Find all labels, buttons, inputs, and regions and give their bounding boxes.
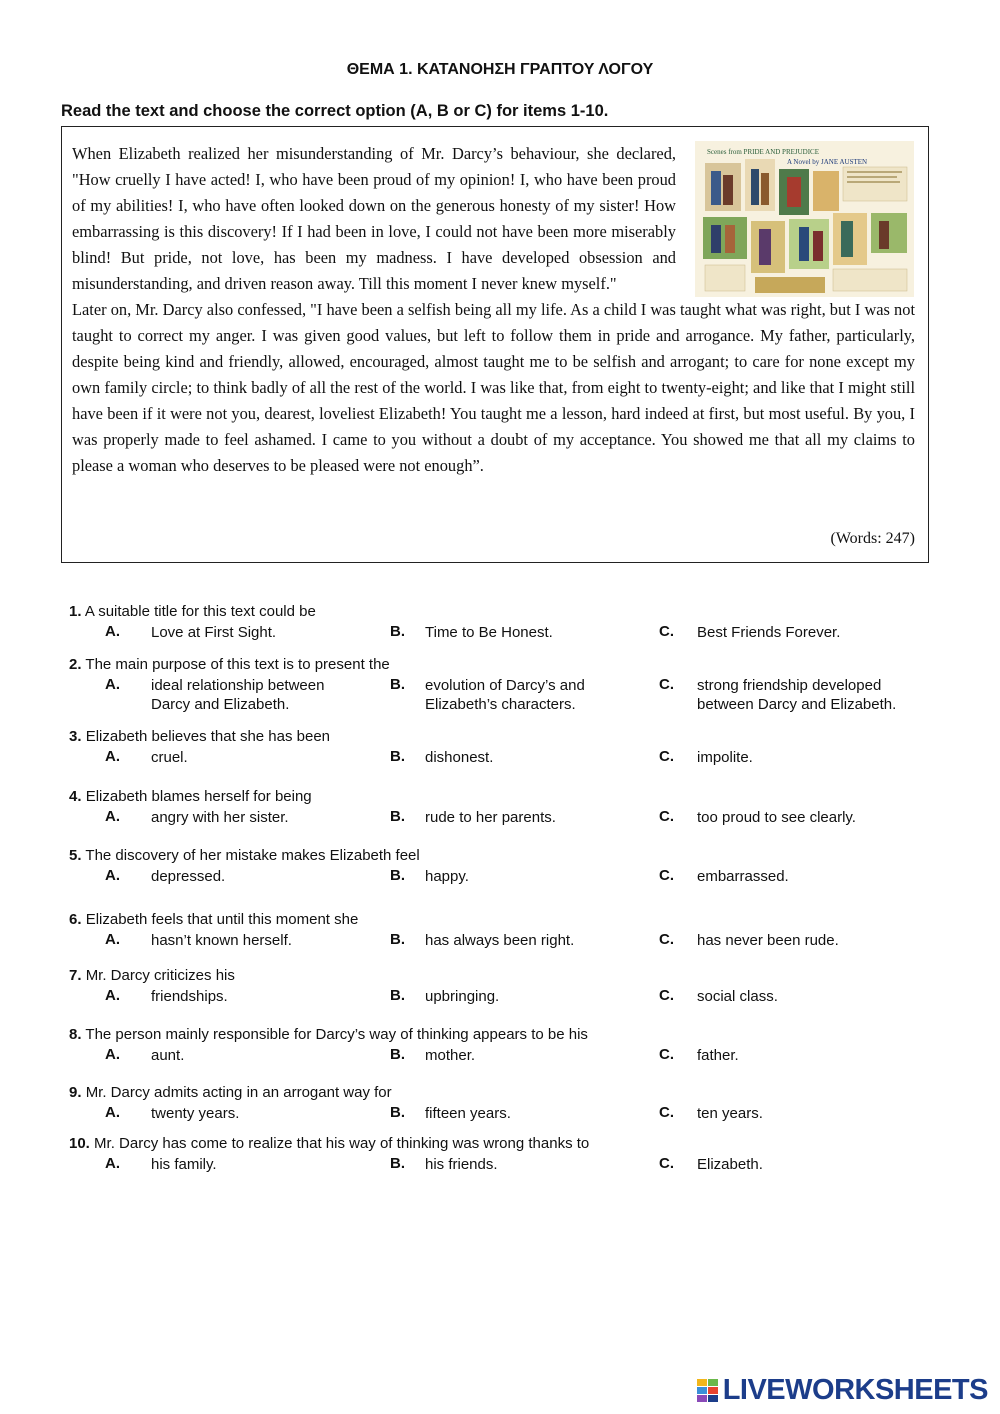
question-number: 3. <box>69 728 82 745</box>
question-stem: Elizabeth blames herself for being <box>85 788 312 805</box>
question-number: 5. <box>69 847 82 864</box>
instructions: Read the text and choose the correct option (A, B or C) for items 1-10. <box>61 102 609 120</box>
question-stem: Elizabeth feels that until this moment she <box>85 911 359 928</box>
image-heading: Scenes from PRIDE AND PREJUDICE <box>707 148 819 156</box>
reading-passage <box>72 141 915 479</box>
liveworksheets-logo-icon <box>697 1378 719 1404</box>
passage-paragraph-2: Later on, Mr. Darcy also confessed, "I have been a selfish being all my life. As a child I was taught what was right, but I was not taught to correct my anger. I was given good values, but left to follow them in pride and arrogance. My father, particularly, despite being kind and friendly, allowed, encouraged, almost taught me to be selfish and arrogant; to care for none except my own family circle; to think badly of all the rest of the world. I was like that, from eight to twenty-eight; and like that I might still have been if it were not you, dearest, loveliest Elizabeth! You taught me a lesson, hard indeed at first, but most useful. By you, I was properly made to feel ashamed. I came to you without a doubt of my acceptance. You showed me that all my claims to please a woman who deserves to be pleased were not enough”. <box>72 300 915 475</box>
question-number: 4. <box>69 788 82 805</box>
question-stem: The person mainly responsible for Darcy’s way of thinking appears to be his <box>85 1026 588 1043</box>
reading-text-box <box>61 126 929 563</box>
passage-paragraph-1: When Elizabeth realized her misunderstanding of Mr. Darcy’s behaviour, she declared, "How cruelly I have acted! I, who have been proud of my opinion! I, who have been proud of my abilities! I, who have often looked down on the generous honesty of my sister! How embarrassing is this discovery! If I had been in love, I could not have been more miserably blind! But pride, not love, has been my madness. I have developed obsession and misunderstanding, and driven reason away. Till this moment I never knew myself." <box>72 144 676 293</box>
question-stem: Mr. Darcy has come to realize that his way of thinking was wrong thanks to <box>94 1135 590 1152</box>
question-stem: Elizabeth believes that she has been <box>85 728 331 745</box>
question-number: 10. <box>69 1135 90 1152</box>
page-title: ΘΕΜΑ 1. ΚΑΤΑΝΟΗΣΗ ΓΡΑΠΤΟΥ ΛΟΓΟΥ <box>346 61 654 78</box>
liveworksheets-logo[interactable] <box>697 1374 988 1407</box>
word-count: (Words: 247) <box>830 530 915 547</box>
question-number: 8. <box>69 1026 82 1043</box>
question-number: 9. <box>69 1084 82 1101</box>
liveworksheets-brand: LIVEWORKSHEETS <box>722 1374 988 1406</box>
question-stem: A suitable title for this text could be <box>84 603 316 620</box>
question-stem: Mr. Darcy criticizes his <box>85 967 235 984</box>
question-stem: The discovery of her mistake makes Elizabeth feel <box>85 847 420 864</box>
question-stem: Mr. Darcy admits acting in an arrogant way for <box>85 1084 392 1101</box>
image-subheading: A Novel by JANE AUSTEN <box>787 158 868 166</box>
question-stem: The main purpose of this text is to present the <box>85 656 390 673</box>
question-number: 7. <box>69 967 82 984</box>
question-number: 1. <box>69 603 82 620</box>
question-number: 2. <box>69 656 82 673</box>
question-number: 6. <box>69 911 82 928</box>
